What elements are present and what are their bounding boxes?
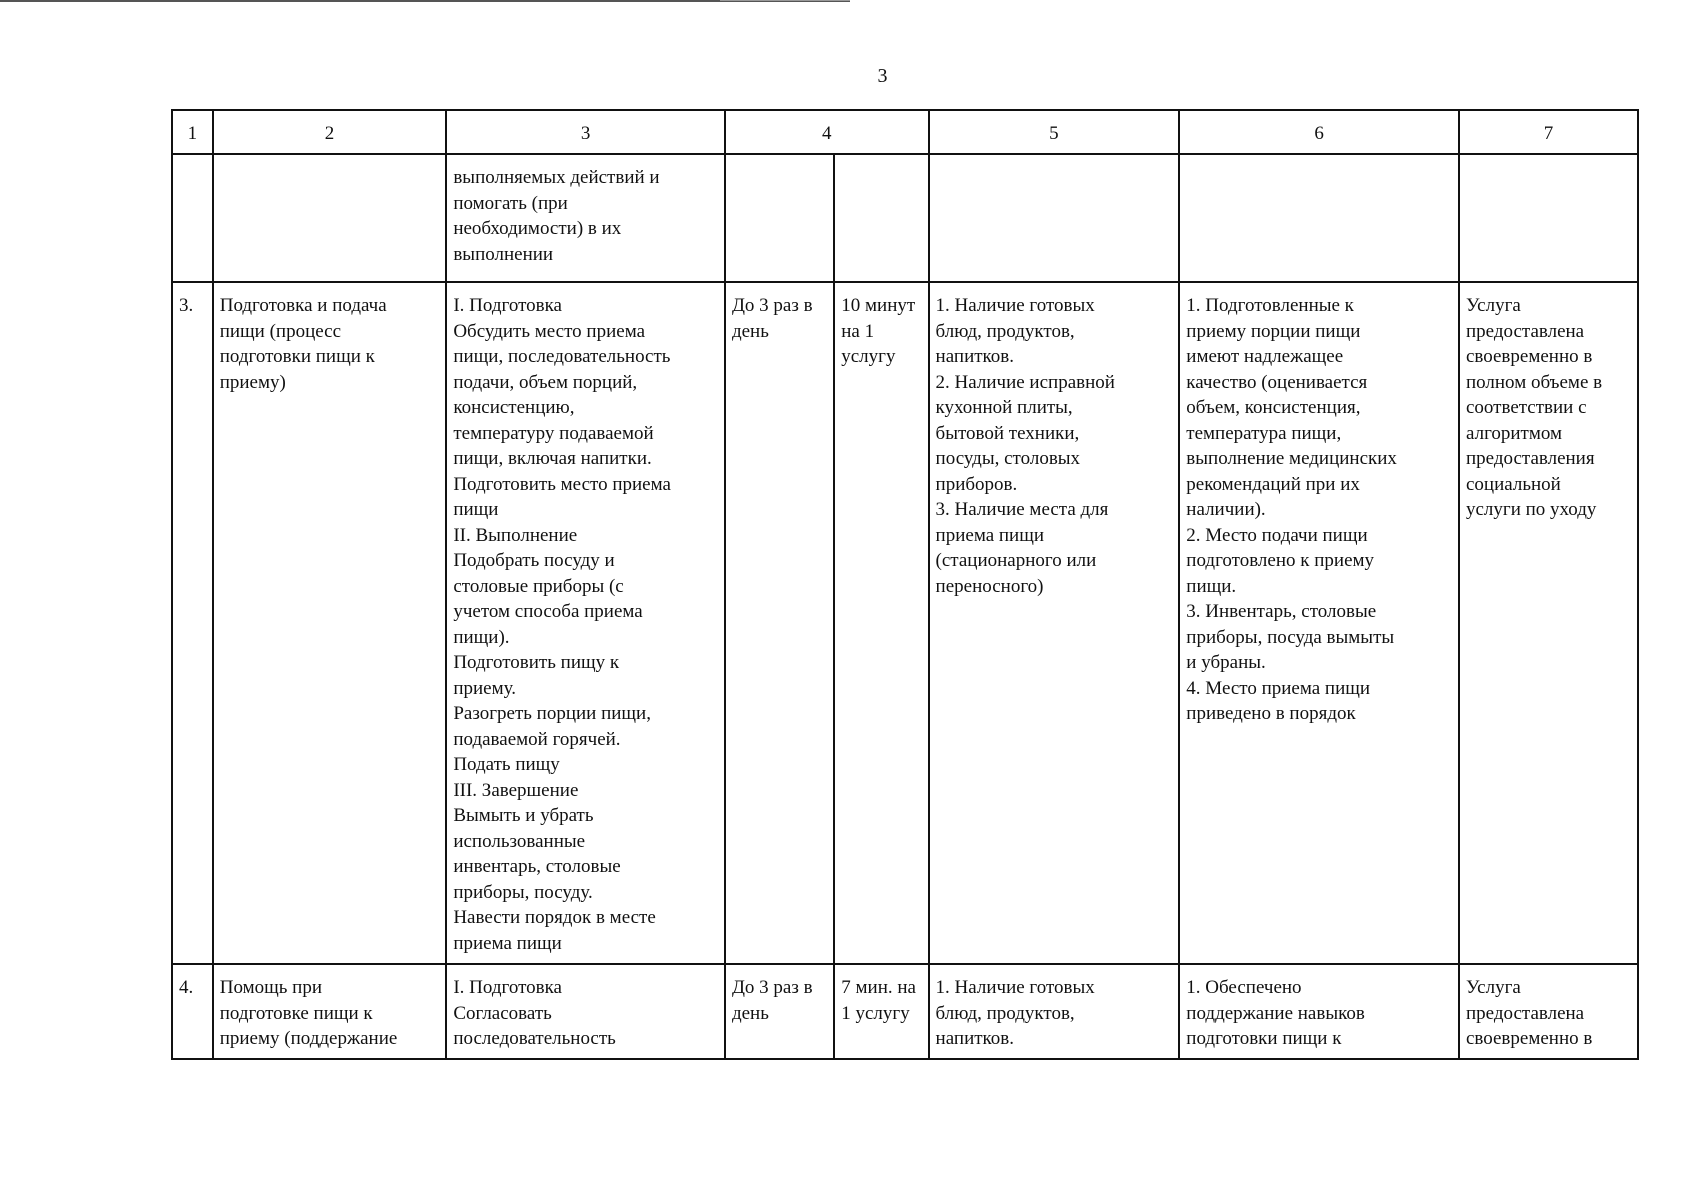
service-name-cell: Помощь при подготовке пищи к приему (поддержание [213,964,447,1059]
table-row [172,154,1638,282]
duration-cell: 10 минут на 1 услугу [834,282,928,964]
conditions-cell [929,154,1180,282]
services-table [171,109,1639,1060]
frequency-cell: До 3 раз в день [725,964,834,1059]
scan-edge-line [720,0,850,1]
evaluation-cell [1459,154,1638,282]
row-number-cell [172,154,213,282]
service-name-cell: Подготовка и подача пищи (процесс подготовки пищи к приему) [213,282,447,964]
conditions-cell: 1. Наличие готовых блюд, продуктов, напитков. [929,964,1180,1059]
frequency-cell: До 3 раз в день [725,282,834,964]
service-name-cell [213,154,447,282]
table-row [172,282,1638,964]
column-header: 1 [172,110,213,154]
column-header: 6 [1179,110,1459,154]
column-header: 3 [446,110,725,154]
column-header: 7 [1459,110,1638,154]
results-cell: 1. Подготовленные к приему порции пищи имеют надлежащее качество (оценивается объем, консистенция, температура пищи, выполнение медицинских рекомендаций при их наличии). 2. Место подачи пищи подготовлено к приему пищи. 3. Инвентарь, столовые приборы, посуда вымыты и убраны. 4. Место приема пищи приведено в порядок [1179,282,1459,964]
row-number-cell: 3. [172,282,213,964]
table-row [172,964,1638,1059]
column-header: 2 [213,110,447,154]
frequency-cell [725,154,834,282]
actions-cell: I. Подготовка Обсудить место приема пищи, последовательность подачи, объем порций, консистенцию, температуру подаваемой пищи, включая напитки. Подготовить место приема пищи II. Выполнение Подобрать посуду и столовые приборы (с учетом способа приема пищи). Подготовить пищу к приему. Разогреть порции пищи, подаваемой горячей. Подать пищу III. Завершение Вымыть и убрать использованные инвентарь, столовые приборы, посуду. Навести порядок в месте приема пищи [446,282,725,964]
conditions-cell: 1. Наличие готовых блюд, продуктов, напитков. 2. Наличие исправной кухонной плиты, бытовой техники, посуды, столовых приборов. 3. Наличие места для приема пищи (стационарного или переносного) [929,282,1180,964]
actions-cell: выполняемых действий и помогать (при необходимости) в их выполнении [446,154,725,282]
evaluation-cell: Услуга предоставлена своевременно в [1459,964,1638,1059]
column-header: 5 [929,110,1180,154]
evaluation-cell: Услуга предоставлена своевременно в полном объеме в соответствии с алгоритмом предоставления социальной услуги по уходу [1459,282,1638,964]
row-number-cell: 4. [172,964,213,1059]
page-number: 3 [877,65,888,87]
actions-cell: I. Подготовка Согласовать последовательность [446,964,725,1059]
duration-cell: 7 мин. на 1 услугу [834,964,928,1059]
results-cell [1179,154,1459,282]
table-header-row [172,110,1638,154]
duration-cell [834,154,928,282]
column-header: 4 [725,110,929,154]
results-cell: 1. Обеспечено поддержание навыков подготовки пищи к [1179,964,1459,1059]
